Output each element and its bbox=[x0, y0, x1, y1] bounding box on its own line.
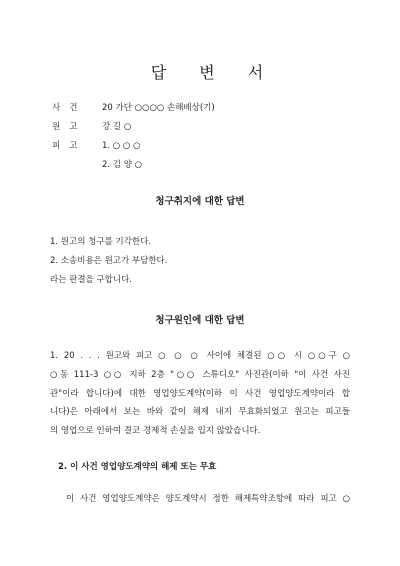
cause-subheading: 2. 이 사건 영업양도계약의 해제 또는 무효 bbox=[58, 462, 217, 472]
party-row-plaintiff bbox=[52, 118, 215, 137]
paragraph-line: 관"이라 합니다)에 대한 영업양도계약(이하 이 사건 영업양도계약이라 합 bbox=[50, 388, 350, 399]
party-row-defendant-2 bbox=[52, 156, 215, 175]
party-value: 1. ○ ○ ○ bbox=[102, 141, 141, 151]
party-label: 사건 bbox=[52, 103, 87, 113]
paragraph-line: 1. 20 . . . 원고와 피고 ○ ○ ○ 사이에 체결된 ○○ 시 ○○구 ○ bbox=[50, 351, 350, 361]
claim-item: 1. 원고의 청구를 기각한다. bbox=[50, 237, 152, 247]
cause-paragraph-2 bbox=[66, 490, 350, 509]
party-label bbox=[52, 156, 102, 175]
claim-section-heading: 청구취지에 대한 답변 bbox=[155, 196, 245, 207]
paragraph-line: 니다)은 아래에서 보는 바와 같이 해제 내지 무효화되었고 원고는 피고들 bbox=[50, 407, 350, 418]
document-title: 답 변 서 bbox=[150, 63, 278, 82]
cause-paragraph-1 bbox=[50, 347, 350, 441]
party-value: 20 가단 ○○○○ 손해배상(기) bbox=[102, 103, 215, 113]
case-parties bbox=[52, 99, 215, 175]
party-row-defendant bbox=[52, 137, 215, 156]
cause-section-heading: 청구원인에 대한 답변 bbox=[155, 315, 245, 326]
party-row-case bbox=[52, 99, 215, 118]
claim-item: 2. 소송비용은 원고가 부담한다. bbox=[50, 256, 168, 266]
party-label: 피고 bbox=[52, 141, 87, 151]
paragraph-line: ○동 111-3 ○○ 지하 2층 "○○ 스튜디오" 사진관(이하 "이 사건 사진 bbox=[50, 369, 350, 380]
paragraph-line: 이 사건 영업양도계약은 양도계약시 정한 해제특약조항에 따라 피고 ○ bbox=[66, 494, 350, 504]
party-value: 강 길 ○ bbox=[102, 122, 132, 132]
party-value: 2. 김 양 ○ bbox=[102, 160, 143, 170]
paragraph-line: 의 영업으로 인하여 결코 경제적 손실을 입지 않았습니다. bbox=[50, 426, 261, 437]
party-label: 원고 bbox=[52, 122, 87, 132]
claim-item: 라는 판결을 구합니다. bbox=[50, 275, 133, 285]
